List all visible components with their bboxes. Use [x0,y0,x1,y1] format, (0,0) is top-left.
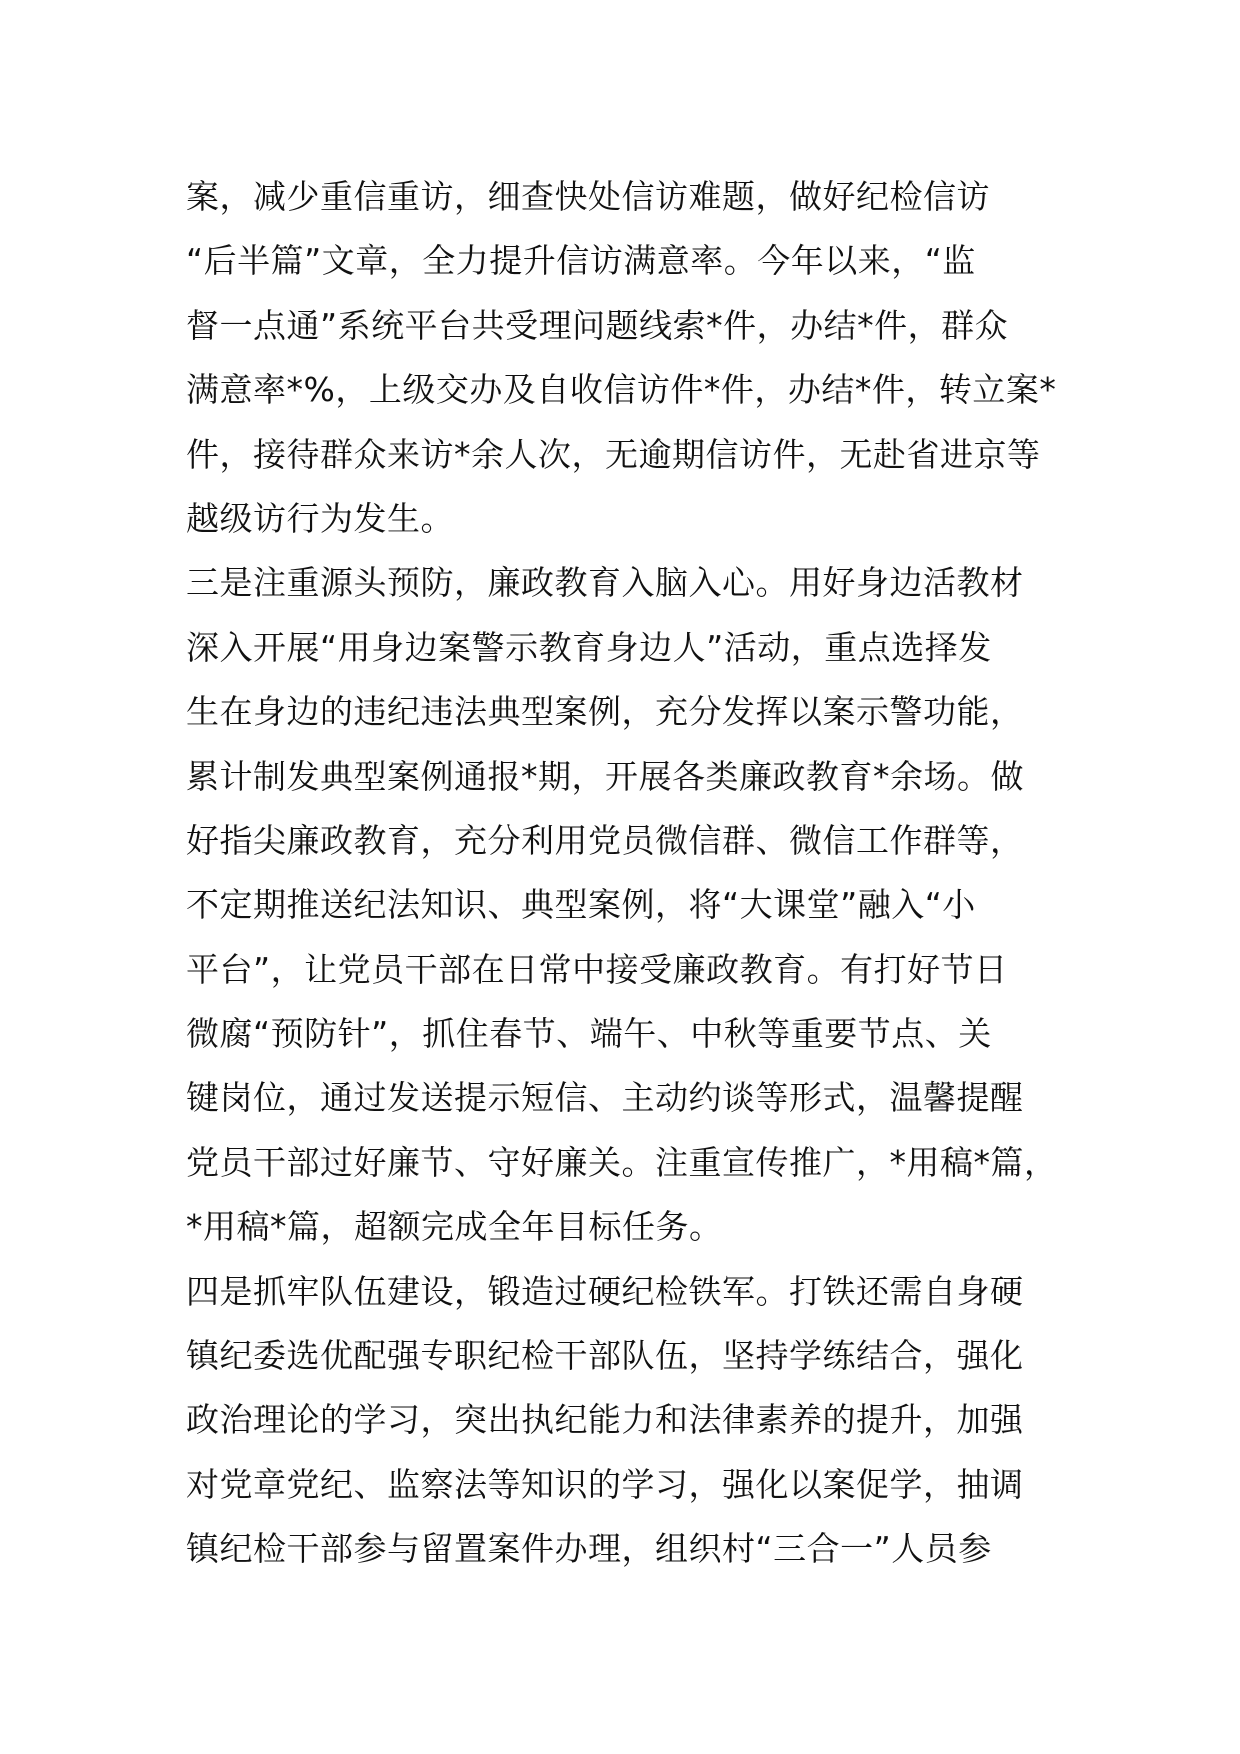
text-line: “后半篇”文章，全力提升信访满意率。今年以来，“监 [186,241,976,281]
text-line: 件，接待群众来访*余人次，无逾期信访件，无赴省进京等 [186,434,1041,474]
text-line: 微腐“预防针”，抓住春节、端午、中秋等重要节点、关 [186,1014,992,1054]
text-line: 镇纪检干部参与留置案件办理，组织村“三合一”人员参 [186,1529,992,1569]
text-line: 平台”，让党员干部在日常中接受廉政教育。有打好节日 [186,949,1008,989]
text-line: 越级访行为发生。 [186,498,454,538]
text-line: 对党章党纪、监察法等知识的学习，强化以案促学，抽调 [186,1464,1024,1504]
text-line: 党员干部过好廉节、守好廉关。注重宣传推广，*用稿*篇， [186,1142,1058,1182]
text-line: 好指尖廉政教育，充分利用党员微信群、微信工作群等， [186,820,1024,860]
text-line: 四是抓牢队伍建设，锻造过硬纪检铁军。打铁还需自身硬 [186,1271,1024,1311]
text-line: 深入开展“用身边案警示教育身边人”活动，重点选择发 [186,627,992,667]
text-line: 政治理论的学习，突出执纪能力和法律素养的提升，加强 [186,1400,1024,1440]
text-line: 督一点通”系统平台共受理问题线索*件，办结*件，群众 [186,305,1009,345]
text-line: 三是注重源头预防，廉政教育入脑入心。用好身边活教材 [186,563,1024,603]
document-body [186,165,1086,1582]
text-line: 满意率*%，上级交办及自收信访件*件，办结*件，转立案* [186,370,1057,410]
text-line: 镇纪委选优配强专职纪检干部队伍，坚持学练结合，强化 [186,1336,1024,1376]
text-line: *用稿*篇，超额完成全年目标任务。 [186,1207,723,1247]
text-line: 键岗位，通过发送提示短信、主动约谈等形式，温馨提醒 [186,1078,1024,1118]
text-line: 不定期推送纪法知识、典型案例，将“大课堂”融入“小 [186,885,976,925]
text-line: 生在身边的违纪违法典型案例，充分发挥以案示警功能， [186,692,1024,732]
text-line: 累计制发典型案例通报*期，开展各类廉政教育*余场。做 [186,756,1024,796]
text-line: 案，减少重信重访，细查快处信访难题，做好纪检信访 [186,177,990,216]
